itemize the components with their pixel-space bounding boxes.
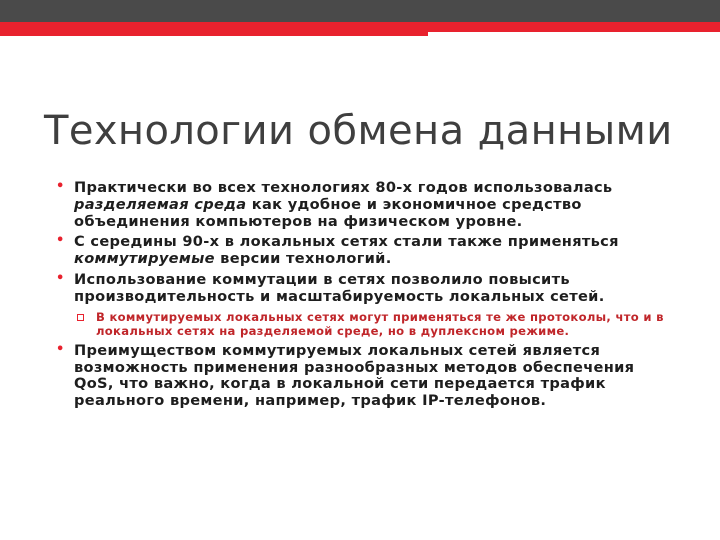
bullet-dot-icon: • bbox=[56, 179, 65, 194]
sub-bullet-item-duplex bbox=[56, 310, 676, 339]
slide-title: Технологии обмена данными bbox=[44, 108, 673, 154]
top-dark-bar bbox=[0, 0, 720, 22]
bullet-dot-icon: • bbox=[56, 341, 65, 357]
top-red-bar bbox=[0, 22, 720, 32]
bullet-text: С середины 90-х в локальных сетях стали также применяться bbox=[74, 233, 619, 251]
bullet-dot-icon: • bbox=[56, 270, 65, 286]
bullet-emphasis: коммутируемые bbox=[74, 250, 215, 268]
bullet-item-switched-versions bbox=[56, 234, 676, 268]
bullet-text: Использование коммутации в сетях позволило повысить производительность и масштабируемость локальных сетей. bbox=[74, 270, 605, 305]
bullet-item-qos bbox=[56, 343, 676, 410]
bullet-text: Преимуществом коммутируемых локальных сетей является возможность применения разнообразных методов обеспечения QoS, что важно, когда в локальной сети передается трафик реального времени, например, трафик IP-телефонов. bbox=[74, 341, 635, 410]
top-red-accent-line bbox=[0, 32, 428, 36]
bullet-dot-icon: • bbox=[56, 233, 65, 249]
slide-content bbox=[56, 180, 676, 414]
square-bullet-icon bbox=[77, 314, 84, 321]
bullet-text: Практически во всех технологиях 80-х годов использовалась bbox=[74, 179, 613, 196]
bullet-item-shared-medium bbox=[56, 180, 676, 230]
sub-bullet-text: В коммутируемых локальных сетях могут применяться те же протоколы, что и в локальных сетях на разделяемой среде, но в дуплексном режиме. bbox=[96, 309, 664, 339]
bullet-item-switching-benefits bbox=[56, 272, 676, 306]
bullet-text: версии технологий. bbox=[214, 250, 392, 268]
bullet-emphasis: разделяемая среда bbox=[74, 195, 247, 213]
bullet-text: как удобное и экономичное средство объединения компьютеров на физическом уровне. bbox=[74, 195, 582, 230]
